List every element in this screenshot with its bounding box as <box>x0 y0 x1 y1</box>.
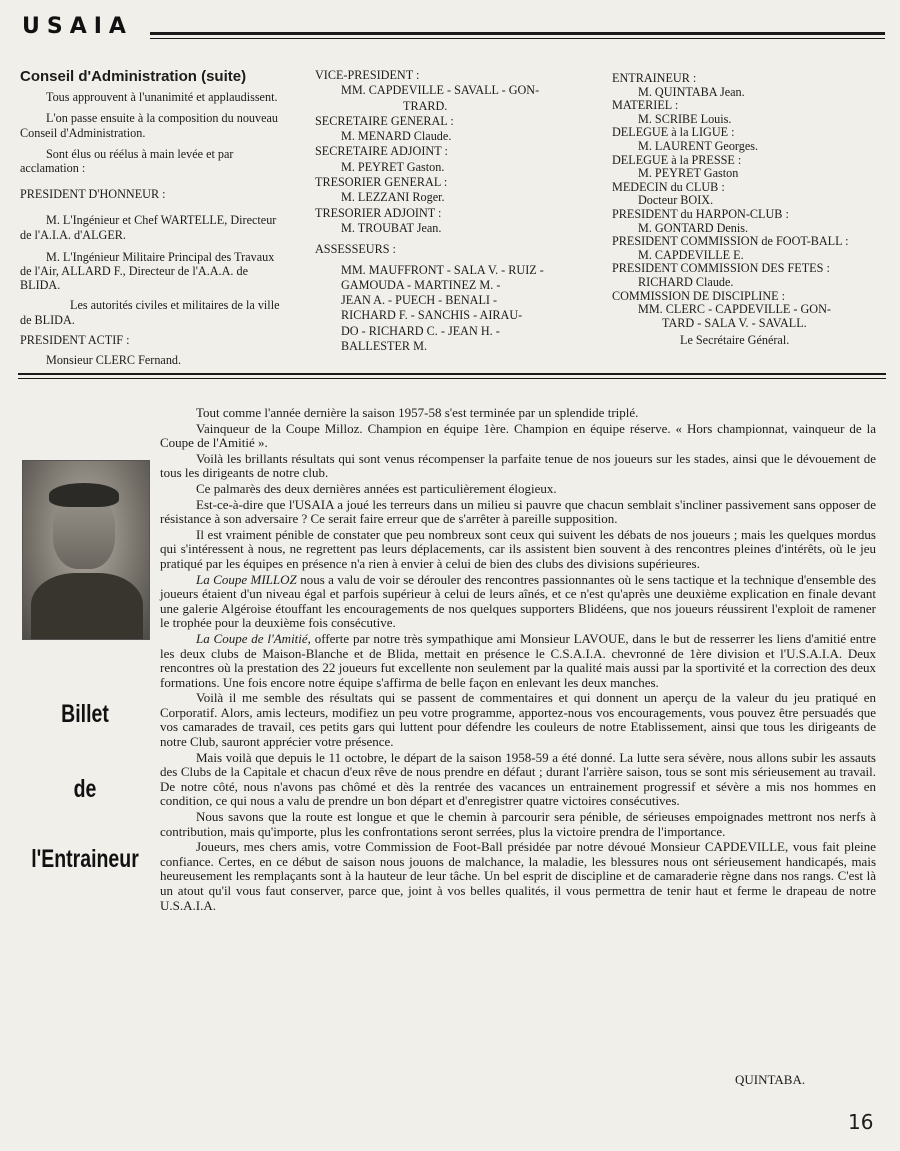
president-honneur-1: M. L'Ingénieur et Chef WARTELLE, Directeur de l'A.I.A. d'ALGER. <box>20 213 277 242</box>
delegue-presse: M. PEYRET Gaston <box>638 166 739 181</box>
conseil-para-3: Sont élus ou réélus à main levée et par acclamation : <box>20 146 234 176</box>
article-para-9: Voilà il me semble des résultats qui se passent de commentaires et qui donnent un aperçu de la valeur du jeu pratiqué en Corporatif. Alors, amis lecteurs, modifiez un peu votre programme, apportez-nous vos encouragements, vous pouvez être persuadés que vos camarades de travail, ces petits gars qui luttent pour défendre les couleurs de notre Etablissement, ainsi que tous les dirigeants de notre Club, sauront apprécier votre présence. <box>160 690 876 750</box>
president-actif-title: PRESIDENT ACTIF : <box>20 332 130 347</box>
commission-football-title: PRESIDENT COMMISSION de FOOT-BALL : <box>612 234 849 249</box>
assesseurs-line-1: MM. MAUFFRONT - SALA V. - RUIZ - <box>341 262 544 277</box>
article-para-1: Tout comme l'année dernière la saison 1957-58 s'est terminée par un splendide triplé. <box>196 405 639 420</box>
conseil-para-1: Tous approuvent à l'unanimité et applaudissent. <box>46 90 278 105</box>
entraineur: M. QUINTABA Jean. <box>638 84 745 99</box>
medecin: Docteur BOIX. <box>638 193 714 208</box>
secretaire-adjoint: M. PEYRET Gaston. <box>341 159 445 174</box>
vice-president-line-1: MM. CAPDEVILLE - SAVALL - GON- <box>341 83 540 98</box>
top-rule-thin <box>150 38 885 39</box>
article-para-5: Est-ce-à-dire que l'USAIA a joué les terreurs dans un milieu si pauvre que chacun semblait s'incliner passivement sans opposer de résistance à son adversaire ? Ce serait faire erreur que de s'arrêter à pareille supposition. <box>160 496 876 527</box>
commission-discipline-line-1: MM. CLERC - CAPDEVILLE - GON- <box>638 302 831 317</box>
assesseurs-title: ASSESSEURS : <box>315 242 396 257</box>
assesseurs-line-6: BALLESTER M. <box>341 339 427 354</box>
page-number: 16 <box>848 1110 874 1134</box>
coupe-milloz-emphasis: La Coupe MILLOZ <box>196 571 297 587</box>
coupe-amitie-emphasis: La Coupe de l'Amitié, <box>196 630 311 646</box>
delegue-ligue: M. LAURENT Georges. <box>638 138 759 153</box>
tresorier-adjoint-title: TRESORIER ADJOINT : <box>315 205 442 220</box>
president-honneur-title: PRESIDENT D'HONNEUR : <box>20 187 166 202</box>
commission-fetes-title: PRESIDENT COMMISSION DES FETES : <box>612 261 830 276</box>
delegue-presse-title: DELEGUE à la PRESSE : <box>612 152 742 167</box>
conseil-heading: Conseil d'Administration (suite) <box>20 68 247 85</box>
article-signature: QUINTABA. <box>735 1072 806 1087</box>
materiel-title: MATERIEL : <box>612 98 679 113</box>
entraineur-title: ENTRAINEUR : <box>612 71 697 85</box>
harpon-club: M. GONTARD Denis. <box>638 220 749 235</box>
tresorier-adjoint: M. TROUBAT Jean. <box>341 220 442 235</box>
article-para-4: Ce palmarès des deux dernières années est particulièrement élogieux. <box>196 480 557 496</box>
section-rule <box>18 373 886 375</box>
president-honneur-3: Les autorités civiles et militaires de la ville de BLIDA. <box>20 298 280 327</box>
commission-discipline-line-2: TARD - SALA V. - SAVALL. <box>662 315 807 330</box>
article-para-7 <box>160 573 876 631</box>
billet-title-line-2: de <box>73 775 97 803</box>
billet-title-line-3: l'Entraineur <box>31 845 139 873</box>
commission-discipline-title: COMMISSION DE DISCIPLINE : <box>612 288 786 303</box>
vice-president-line-2: TRARD. <box>403 98 448 113</box>
billet-title-line-1: Billet <box>61 700 109 728</box>
article-para-6: Il est vraiment pénible de constater que peu nombreux sont ceux qui suivent les débats de nos joueurs ; mais les quelques mordus qui s'intéressent à nous, ne regrettent pas leurs déplacements, car ils assistent bien souvent à des rencontres pleines d'intérêts, où le jeu pratiqué par les équipes en présence n'a rien à envier à celui de bien des clubs des divisions supérieures. <box>160 526 876 571</box>
president-actif: Monsieur CLERC Fernand. <box>46 353 182 368</box>
article-para-3: Voilà les brillants résultats qui sont venus récompenser la parfaite tenue de nos joueurs sur les stades, ainsi que le dévouement de tous les dirigeants de notre club. <box>160 450 876 481</box>
tresorier-general: M. LEZZANI Roger. <box>341 190 445 205</box>
assesseurs-line-3: JEAN A. - PUECH - BENALI - <box>341 293 498 308</box>
article-para-8-text: offerte par notre très sympathique ami Monsieur LAVOUE, dans le but de resserrer les liens d'amitié entre les deux clubs de Maison-Blanche et de Blida, mettait en présence le C.S.A.I.A. chevronné de 1ère division et l'U.S.A.I.A. Deux rencontres où la prestation des 22 joueurs fut excellente non seulement par la qualité mais aussi par la sportivité et la correction des deux formations. Une fois encore notre équipe s'affirma de belle façon en enlevant les deux manches. <box>160 630 876 690</box>
secretaire-adjoint-title: SECRETAIRE ADJOINT : <box>315 144 448 159</box>
article-para-10: Mais voilà que depuis le 11 octobre, le départ de la saison 1958-59 a été donné. La lutte sera sévère, nous allons subir les assauts des Clubs de la Capitale et chacun d'eux rêve de nous prendre en défaut ; durant l'arrière saison, tous se sont mis sérieusement au travail. De notre côté, nous n'avons pas chômé et dès la rentrée des vacances un entrainement progressif et sévère a mis nos hommes en condition, ce qui nous a valu de prendre un bon départ et d'enregistrer quatre victoires consécutives. <box>160 749 876 809</box>
commission-football: M. CAPDEVILLE E. <box>638 247 744 262</box>
article-para-8 <box>160 632 876 690</box>
bureau-column-2 <box>315 68 585 354</box>
tresorier-general-title: TRESORIER GENERAL : <box>315 175 448 190</box>
president-honneur-2: M. L'Ingénieur Militaire Principal des Travaux de l'Air, ALLARD F., Directeur de l'A.A.A. de BLIDA. <box>20 249 275 293</box>
conseil-para-2: L'on passe ensuite à la composition du nouveau Conseil d'Administration. <box>20 111 279 140</box>
article-body <box>160 406 876 914</box>
assesseurs-line-2: GAMOUDA - MARTINEZ M. - <box>341 277 501 292</box>
secretaire-general: M. MENARD Claude. <box>341 129 452 144</box>
harpon-club-title: PRESIDENT du HARPON-CLUB : <box>612 206 789 221</box>
section-rule-thin <box>18 378 886 379</box>
secretaire-signature: Le Secrétaire Général. <box>680 333 790 348</box>
secretaire-general-title: SECRETAIRE GENERAL : <box>315 113 454 128</box>
assesseurs-line-5: DO - RICHARD C. - JEAN H. - <box>341 323 500 338</box>
trainer-portrait-photo <box>22 460 150 640</box>
conseil-column <box>20 70 288 367</box>
assesseurs-line-4: RICHARD F. - SANCHIS - AIRAU- <box>341 308 523 323</box>
article-para-7-text: nous a valu de voir se dérouler des rencontres passionnantes où le sens tactique et la technique d'ensemble des joueurs étaient d'un niveau égal et parfois supérieur à celui de leurs aînés, et ce n'est qu'après une deuxième explication en finale devant une galerie Algéroise étouffant les encouragements de nos quelques supporters Blidéens, que nos joueurs réussirent l'exploit de ramener le trophée pour la deuxième fois consécutive. <box>160 571 876 631</box>
article-para-12: Joueurs, mes chers amis, votre Commission de Foot-Ball présidée par notre dévoué Monsieur CAPDEVILLE, vous fait pleine confiance. Certes, en ce début de saison nous jouons de malchance, la maladie, les blessures nous ont sérieusement handicapés, mais heureusement les remplaçants sont à la hauteur de leur tâche. Un bel esprit de discipline et de camaraderie règne dans nos rangs. C'est là un atout qu'il vous faut conserver, parce que, joint à vos belles qualités, il vous permettra de tenir haut et ferme le drapeau de notre U.S.A.I.A. <box>160 839 876 913</box>
vice-president-title: VICE-PRESIDENT : <box>315 68 420 82</box>
materiel: M. SCRIBE Louis. <box>638 111 732 126</box>
masthead-title: USAIA <box>22 14 133 39</box>
bureau-column-3 <box>612 72 887 348</box>
delegue-ligue-title: DELEGUE à la LIGUE : <box>612 125 735 140</box>
article-para-2: Vainqueur de la Coupe Milloz. Champion en équipe 1ère. Champion en équipe réserve. « Hors championnat, vainqueur de la Coupe de l'Amitié ». <box>160 420 876 451</box>
medecin-title: MEDECIN du CLUB : <box>612 179 725 194</box>
commission-fetes: RICHARD Claude. <box>638 274 734 289</box>
article-para-11: Nous savons que la route est longue et que le chemin à parcourir sera pénible, de sérieuses empoignades mettront nos nerfs à contribution, mais qu'importe, plus les confrontations seront serrées, plus la victoire prendra de l'importance. <box>160 809 876 839</box>
top-rule <box>150 32 885 35</box>
